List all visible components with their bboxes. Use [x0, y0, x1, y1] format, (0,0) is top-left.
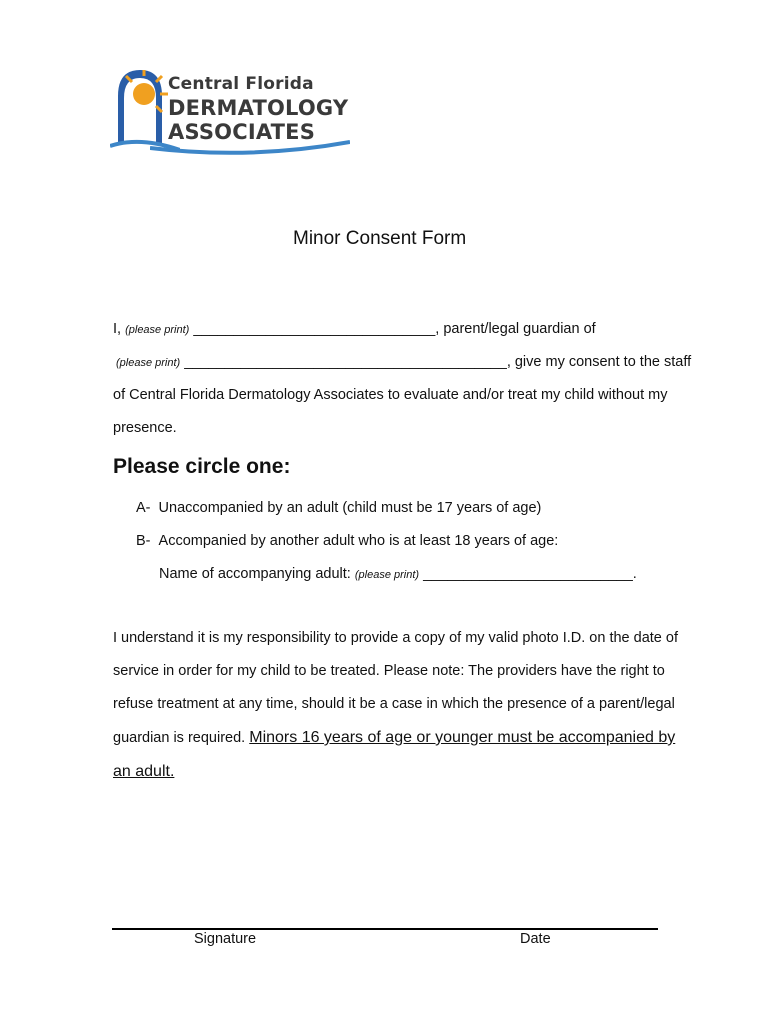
circle-heading: Please circle one: [113, 455, 291, 478]
consent-prefix: I, [113, 321, 126, 337]
responsibility-line-2: service in order for my child to be treated. Please note: The providers have the right to [113, 663, 665, 679]
option-a-text: Unaccompanied by an adult (child must be 17 years of age) [158, 500, 542, 516]
logo-line-2: DERMATOLOGY [168, 96, 349, 120]
print-hint: (please print) [116, 357, 181, 369]
logo-line-1: Central Florida [168, 74, 314, 94]
responsibility-line-1: I understand it is my responsibility to provide a copy of my valid photo I.D. on the date of [113, 630, 678, 646]
minors-notice-end: an adult. [113, 763, 175, 780]
signature-label: Signature [194, 931, 257, 947]
print-hint: (please print) [354, 569, 420, 581]
company-logo [110, 66, 370, 158]
consent-line-1 [113, 321, 596, 337]
consent-suffix: , give my consent to the staff [506, 354, 692, 370]
consent-line-2 [116, 354, 691, 370]
accompanying-adult-line [159, 566, 637, 582]
option-a-letter: A- [136, 500, 151, 516]
logo-line-3: ASSOCIATES [168, 120, 316, 144]
responsibility-text: guardian is required. [113, 730, 250, 746]
parent-name-blank[interactable]: ______________________________ [189, 321, 436, 337]
minors-notice: Minors 16 years of age or younger must be accompanied by [249, 729, 676, 746]
option-b-letter: B- [136, 533, 151, 549]
accompanying-adult-blank[interactable]: __________________________. [419, 566, 637, 582]
responsibility-line-3: refuse treatment at any time, should it be a case in which the presence of a parent/legal [113, 696, 675, 712]
consent-line-3: of Central Florida Dermatology Associates to evaluate and/or treat my child without my [113, 387, 668, 403]
signature-line[interactable] [112, 928, 658, 930]
page-title: Minor Consent Form [293, 228, 467, 249]
consent-line-4: presence. [113, 420, 177, 436]
option-b[interactable] [136, 533, 558, 549]
print-hint: (please print) [125, 324, 190, 336]
child-name-blank[interactable]: ________________________________________ [180, 354, 507, 370]
responsibility-line-4 [113, 729, 675, 747]
option-a[interactable] [136, 500, 541, 516]
date-label: Date [520, 931, 551, 947]
accompanying-adult-label: Name of accompanying adult: [159, 566, 355, 582]
consent-suffix: , parent/legal guardian of [435, 321, 596, 337]
option-b-text: Accompanied by another adult who is at least 18 years of age: [158, 533, 559, 549]
